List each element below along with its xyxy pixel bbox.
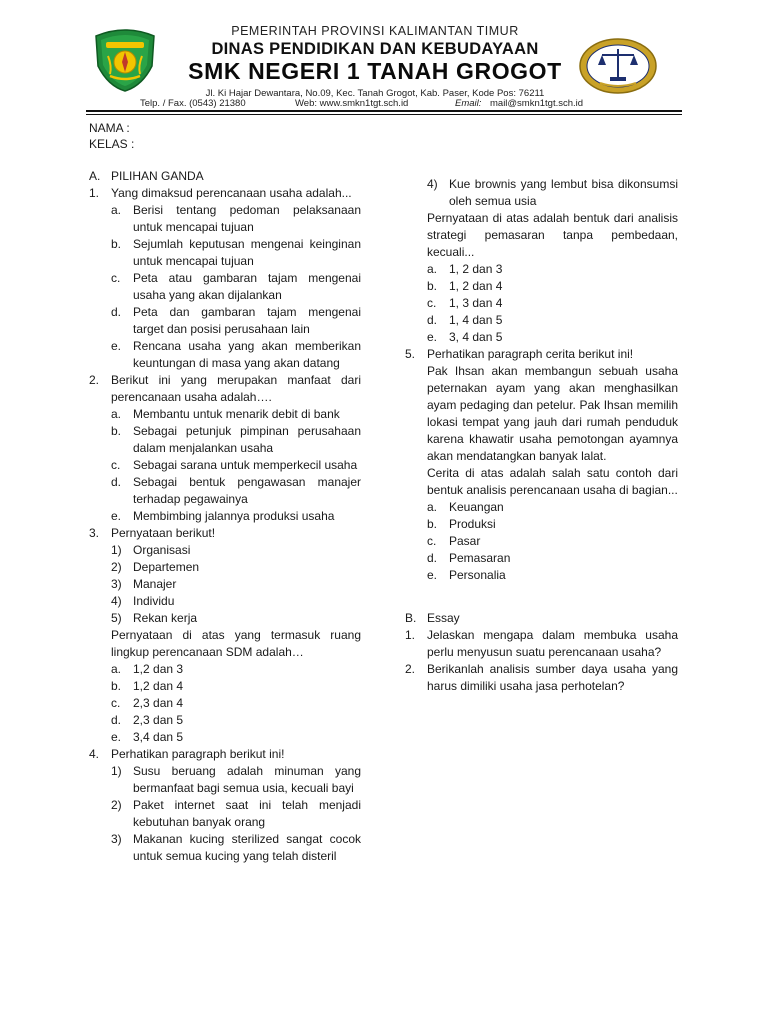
statement-text: Paket internet saat ini telah menjadi kebutuhan banyak orang [133,798,361,829]
option-text: Sejumlah keputusan mengenai keinginan untuk mencapai tujuan [133,237,361,268]
option-key: b. [111,424,122,438]
option-text: 1, 3 dan 4 [449,296,503,310]
option-text: 1, 2 dan 4 [449,279,503,293]
option-text: 1, 4 dan 5 [449,313,503,327]
question-3-option-e [89,729,361,746]
option-key: e. [427,330,438,344]
statement-key: 3) [111,577,122,591]
question-4 [89,746,361,763]
option-text: 1,2 dan 4 [133,679,184,693]
option-key: e. [111,730,122,744]
question-2 [89,372,361,406]
question-3-statement [89,593,361,610]
option-key: a. [111,203,122,217]
question-5-option-c [405,533,678,550]
question-4-statement [89,831,361,865]
option-key: b. [427,279,438,293]
section-b-letter: B. [405,611,417,625]
question-number: 3. [89,526,100,540]
question-text: Perhatikan paragraph berikut ini! [111,747,285,761]
statement-text: Manajer [133,577,177,591]
statement-key: 5) [111,611,122,625]
name-field-label: NAMA : [89,121,130,135]
question-1-option-b [89,236,361,270]
question-4-stem: Pernyataan di atas adalah bentuk dari analisis strategi pemasaran tanpa pembedaan, kecuali... [427,211,678,259]
option-text: 2,3 dan 5 [133,713,184,727]
section-a-title: PILIHAN GANDA [111,169,204,183]
option-text: 3,4 dan 5 [133,730,184,744]
question-3-option-c [89,695,361,712]
question-number: 1. [405,628,416,642]
question-5-option-e [405,567,678,584]
option-text: Membimbing jalannya produksi usaha [133,509,335,523]
option-text: Rencana usaha yang akan memberikan keuntungan di masa yang akan datang [133,339,361,370]
question-2-option-c [89,457,361,474]
option-key: b. [111,679,122,693]
right-column [405,176,678,695]
option-key: d. [111,305,122,319]
option-key: e. [111,509,122,523]
option-key: e. [111,339,122,353]
question-text: Pernyataan berikut! [111,526,216,540]
question-number: 1. [89,186,100,200]
option-key: e. [427,568,438,582]
question-5-option-d [405,550,678,567]
section-b-heading [405,610,678,627]
option-text: Pasar [449,534,481,548]
statement-text: Kue brownis yang lembut bisa dikonsumsi oleh semua usia [449,177,678,208]
letterhead-email: mail@smkn1tgt.sch.id [490,98,584,109]
statement-key: 3) [111,832,122,846]
letterhead-rule-thin [86,114,682,115]
question-5-story: Pak Ihsan akan membangun sebuah usaha peternakan ayam yang akan menghasilkan ayam pedaging dan petelur. Pak Ihsan memilih lokasi tempat yang jauh dari rumah penduduk karena khawatir usaha pemotongan ayamnya akan mendatangkan banyak lalat. [427,364,678,463]
letterhead-department: DINAS PENDIDIKAN DAN KEBUDAYAAN [211,40,539,58]
question-2-option-b [89,423,361,457]
question-1-option-d [89,304,361,338]
question-5-stem: Cerita di atas adalah salah satu contoh dari bentuk analisis perencanaan usaha di bagian... [427,466,678,497]
option-text: Produksi [449,517,496,531]
question-text: Perhatikan paragraph cerita berikut ini! [427,347,634,361]
left-column [89,168,361,865]
question-3-statement [89,542,361,559]
question-2-option-e [89,508,361,525]
statement-text: Susu beruang adalah minuman yang bermanfaat bagi semua usia, kecuali bayi [133,764,361,795]
option-text: Membantu untuk menarik debit di bank [133,407,340,421]
statement-key: 1) [111,543,122,557]
option-text: Sebagai sarana untuk memperkecil usaha [133,458,358,472]
question-4-statement [89,763,361,797]
option-key: a. [111,662,122,676]
letterhead-address: Jl. Ki Hajar Dewantara, No.09, Kec. Tanah Grogot, Kab. Paser, Kode Pos: 76211 [205,88,545,99]
option-key: a. [427,262,438,276]
question-2-option-d [89,474,361,508]
question-4-statement [405,176,678,210]
statement-key: 4) [111,594,122,608]
section-b-title: Essay [427,611,460,625]
statement-key: 2) [111,560,122,574]
option-text: 1,2 dan 3 [133,662,184,676]
question-4-option-a [405,261,678,278]
option-text: Personalia [449,568,506,582]
question-3-option-a [89,661,361,678]
statement-key: 2) [111,798,122,812]
province-emblem-icon [90,26,160,92]
question-text: Berikut ini yang merupakan manfaat dari perencanaan usaha adalah…. [111,373,361,404]
question-4-statement [89,797,361,831]
section-a-heading [89,168,361,185]
letterhead-school-name: SMK NEGERI 1 TANAH GROGOT [188,58,562,84]
option-key: d. [111,713,122,727]
question-4-option-b [405,278,678,295]
question-4-option-c [405,295,678,312]
question-3-stem: Pernyataan di atas yang termasuk ruang lingkup perencanaan SDM adalah… [111,628,361,659]
essay-question-2 [405,661,678,695]
question-4-option-d [405,312,678,329]
question-3-statement [89,559,361,576]
option-text: Pemasaran [449,551,511,565]
option-key: d. [427,313,438,327]
question-1-option-a [89,202,361,236]
essay-question-1 [405,627,678,661]
option-key: a. [427,500,438,514]
question-3-statement [89,576,361,593]
option-key: c. [111,696,121,710]
statement-text: Departemen [133,560,200,574]
question-number: 2. [405,662,416,676]
class-field-label: KELAS : [89,137,135,151]
letterhead-email-label: Email: [455,98,482,109]
question-number: 2. [89,373,100,387]
question-1 [89,185,361,202]
statement-text: Rekan kerja [133,611,198,625]
section-a-letter: A. [89,169,101,183]
option-text: 1, 2 dan 3 [449,262,503,276]
question-5-option-b [405,516,678,533]
question-3 [89,525,361,542]
letterhead-web: Web: www.smkn1tgt.sch.id [295,98,409,109]
option-key: c. [427,534,437,548]
option-key: a. [111,407,122,421]
option-key: b. [427,517,438,531]
option-text: Sebagai petunjuk pimpinan perusahaan dalam menjalankan usaha [133,424,361,455]
option-key: c. [111,271,121,285]
question-3-statement [89,610,361,627]
option-key: d. [427,551,438,565]
question-5 [405,346,678,363]
letterhead-rule [86,110,682,112]
question-1-option-c [89,270,361,304]
option-text: Peta atau gambaran tajam mengenai usaha yang akan dijalankan [133,271,361,302]
letterhead [0,0,768,120]
question-number: 4. [89,747,100,761]
statement-text: Makanan kucing sterilized sangat cocok untuk semua kucing yang telah disteril [133,832,361,863]
option-text: 2,3 dan 4 [133,696,184,710]
letterhead-province: PEMERINTAH PROVINSI KALIMANTAN TIMUR [231,24,519,38]
option-text: Keuangan [449,500,504,514]
question-1-option-e [89,338,361,372]
option-text: Sebagai bentuk pengawasan manajer terhadap pegawainya [133,475,361,506]
question-5-option-a [405,499,678,516]
option-key: d. [111,475,122,489]
question-3-option-b [89,678,361,695]
option-text: 3, 4 dan 5 [449,330,503,344]
option-text: Berisi tentang pedoman pelaksanaan untuk mencapai tujuan [133,203,361,234]
question-text: Berikanlah analisis sumber daya usaha yang harus dimiliki usaha jasa perhotelan? [427,662,678,693]
option-text: Peta dan gambaran tajam mengenai target dan posisi perusahaan lain [133,305,361,336]
statement-key: 1) [111,764,122,778]
statement-text: Organisasi [133,543,191,557]
option-key: c. [427,296,437,310]
question-4-option-e [405,329,678,346]
question-text: Jelaskan mengapa dalam membuka usaha perlu menyusun suatu perencanaan usaha? [427,628,678,659]
letterhead-phone: Telp. / Fax. (0543) 21380 [140,98,246,109]
statement-key: 4) [427,177,438,191]
option-key: b. [111,237,122,251]
option-key: c. [111,458,121,472]
statement-text: Individu [133,594,175,608]
school-emblem-icon [578,37,658,95]
question-3-option-d [89,712,361,729]
question-text: Yang dimaksud perencanaan usaha adalah... [111,186,352,200]
question-2-option-a [89,406,361,423]
question-number: 5. [405,347,416,361]
